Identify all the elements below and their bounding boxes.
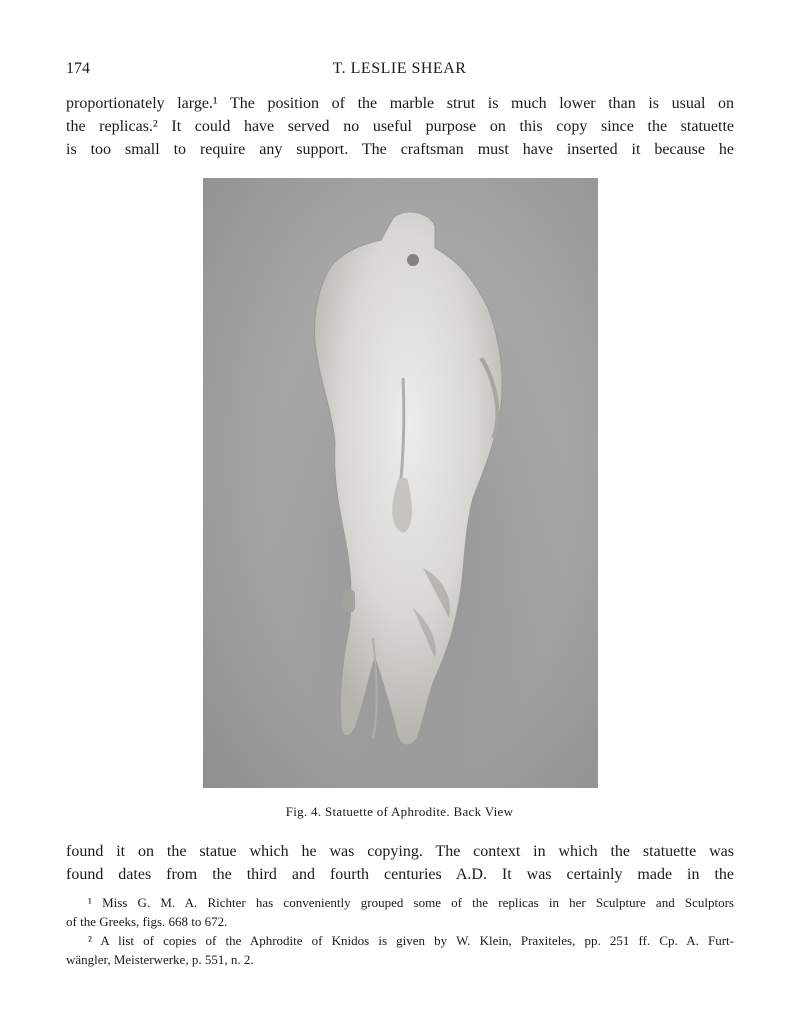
text-line: is too small to require any support. The craftsman must have inserted it because he [66,141,734,158]
body-paragraph-bottom [66,840,734,886]
page-number: 174 [66,60,90,77]
statuette-illustration [203,178,598,788]
body-paragraph-top [66,92,734,161]
footnote-2-line-1: ² A list of copies of the Aphrodite of Knidos is given by W. Klein, Praxiteles, pp. 251 ff. Cp. A. Furt- [88,933,734,948]
statuette-photograph [203,178,598,788]
running-head: T. LESLIE SHEAR [332,60,467,77]
text-line: found dates from the third and fourth centuries A.D. It was certainly made in the [66,866,734,883]
figure-caption: Fig. 4. Statuette of Aphrodite. Back View [285,804,514,819]
footnote-2-line-2: wängler, Meisterwerke, p. 551, n. 2. [66,952,254,967]
footnotes [66,893,734,969]
text-line: proportionately large.¹ The position of the marble strut is much lower than is usual on [66,95,734,112]
text-line: found it on the statue which he was copying. The context in which the statuette was [66,843,734,860]
page-header [66,60,733,84]
footnote-1-line-1: ¹ Miss G. M. A. Richter has conveniently grouped some of the replicas in her Sculpture and Sculptors [88,895,734,910]
text-line: the replicas.² It could have served no useful purpose on this copy since the statuette [66,118,734,135]
footnote-1-line-2: of the Greeks, figs. 668 to 672. [66,914,228,929]
